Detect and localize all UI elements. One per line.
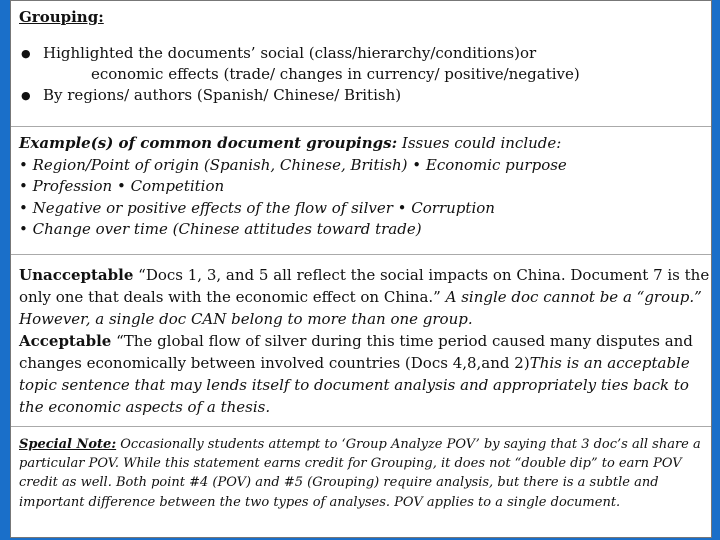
example-lead: Example(s) of common document groupings: [19,134,398,152]
example-heading [19,133,709,155]
bullet-icon: ● [21,89,31,102]
unacceptable-example [19,264,711,330]
grouping-bullets [19,43,709,106]
unacceptable-label: Unacceptable [19,266,134,284]
divider [11,426,711,427]
special-note-label: Special Note: [19,437,117,452]
special-note [19,435,711,512]
acceptable-label: Acceptable [19,332,112,350]
acceptable-note: This is an acceptable topic sentence that may lends itself to document analysis and appropriately ties back to the economic aspects of a thesis. [19,354,690,416]
example-line: • Region/Point of origin (Spanish, Chinese, British) • Economic purpose [19,155,567,174]
bullet-item [19,43,709,85]
bullet-item [19,85,709,106]
example-line: • Profession • Competition [19,177,225,195]
acceptable-example [19,330,711,418]
acceptable-quote: “The global flow of silver during this time period caused many disputes and changes economically between involved countries (Docs 4,8,and 2) [19,332,693,372]
divider [11,254,711,255]
bullet-text: By regions/ authors (Spanish/ Chinese/ British) [43,86,402,104]
slide-frame [10,0,712,538]
bullet-icon: ● [21,47,31,60]
example-lead-rest: Issues could include: [397,134,562,152]
topic-sentence-examples [19,264,711,418]
example-line: • Change over time (Chinese attitudes toward trade) [19,220,422,238]
bullet-text: Highlighted the documents’ social (class/hierarchy/conditions)or [43,44,537,62]
unacceptable-note: A single doc cannot be a “group.” However, a single doc CAN belong to more than one group. [19,288,702,328]
example-line: • Negative or positive effects of the flow of silver • Corruption [19,198,495,217]
grouping-section [19,7,709,106]
unacceptable-quote: “Docs 1, 3, and 5 all reflect the social impacts on China. Document 7 is the only one that deals with the economic effect on China.” [19,266,710,306]
divider [11,126,711,127]
bullet-text-continued: economic effects (trade/ changes in currency/ positive/negative) [91,65,580,83]
special-note-text: Occasionally students attempt to ‘Group Analyze POV’ by saying that 3 doc’s all share a particular POV. While this statement earns credit for Grouping, it does not “double dip” to earn POV credit as well. Both point #4 (POV) and #5 (Grouping) require analysis, but there is a subtle and important difference between the two types of analyses. POV applies to a single document. [19,437,701,510]
example-groupings [19,133,709,241]
grouping-title: Grouping: [19,8,104,26]
